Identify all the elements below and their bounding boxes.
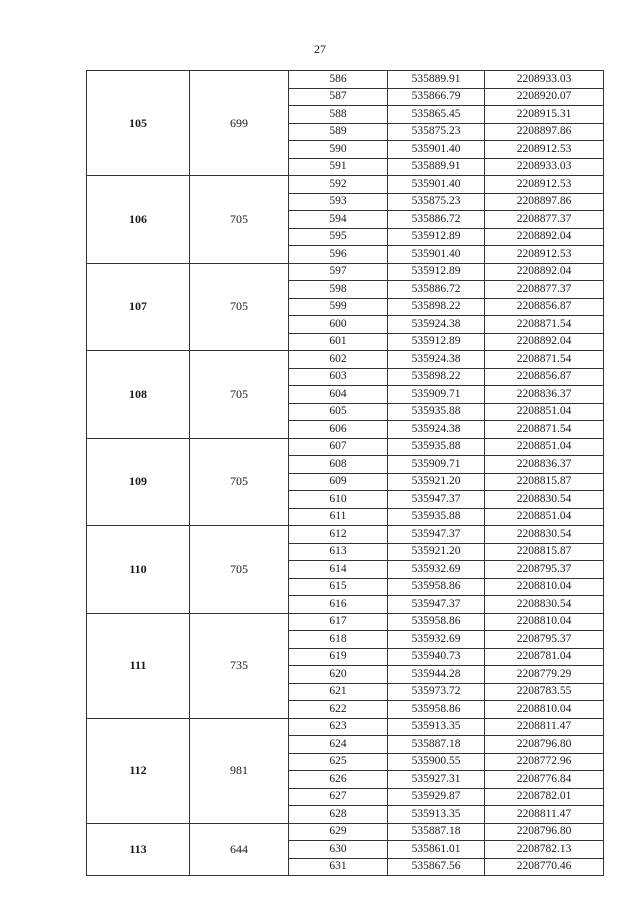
y-coordinate-cell: 2208851.04 bbox=[485, 403, 604, 421]
y-coordinate-cell: 2208892.04 bbox=[485, 333, 604, 351]
point-number-cell: 598 bbox=[289, 281, 388, 299]
point-number-cell: 591 bbox=[289, 158, 388, 176]
point-number-cell: 590 bbox=[289, 141, 388, 159]
y-coordinate-cell: 2208871.54 bbox=[485, 316, 604, 334]
x-coordinate-cell: 535887.18 bbox=[388, 823, 485, 841]
point-number-cell: 602 bbox=[289, 351, 388, 369]
point-number-cell: 587 bbox=[289, 88, 388, 106]
y-coordinate-cell: 2208795.37 bbox=[485, 561, 604, 579]
x-coordinate-cell: 535866.79 bbox=[388, 88, 485, 106]
x-coordinate-cell: 535924.38 bbox=[388, 316, 485, 334]
y-coordinate-cell: 2208783.55 bbox=[485, 683, 604, 701]
plot-area-cell: 705 bbox=[190, 526, 289, 614]
point-number-cell: 605 bbox=[289, 403, 388, 421]
y-coordinate-cell: 2208815.87 bbox=[485, 543, 604, 561]
point-number-cell: 607 bbox=[289, 438, 388, 456]
x-coordinate-cell: 535887.18 bbox=[388, 736, 485, 754]
x-coordinate-cell: 535875.23 bbox=[388, 123, 485, 141]
point-number-cell: 610 bbox=[289, 491, 388, 509]
plot-id-cell: 108 bbox=[87, 351, 190, 439]
x-coordinate-cell: 535901.40 bbox=[388, 246, 485, 264]
x-coordinate-cell: 535912.89 bbox=[388, 228, 485, 246]
x-coordinate-cell: 535861.01 bbox=[388, 841, 485, 859]
plot-area-cell: 981 bbox=[190, 718, 289, 823]
point-number-cell: 629 bbox=[289, 823, 388, 841]
point-number-cell: 611 bbox=[289, 508, 388, 526]
plot-area-cell: 699 bbox=[190, 71, 289, 176]
y-coordinate-cell: 2208782.01 bbox=[485, 788, 604, 806]
table-row bbox=[87, 718, 604, 736]
x-coordinate-cell: 535932.69 bbox=[388, 561, 485, 579]
x-coordinate-cell: 535901.40 bbox=[388, 141, 485, 159]
y-coordinate-cell: 2208915.31 bbox=[485, 106, 604, 124]
table-row bbox=[87, 263, 604, 281]
y-coordinate-cell: 2208776.84 bbox=[485, 771, 604, 789]
point-number-cell: 620 bbox=[289, 666, 388, 684]
plot-id-cell: 107 bbox=[87, 263, 190, 351]
point-number-cell: 623 bbox=[289, 718, 388, 736]
point-number-cell: 589 bbox=[289, 123, 388, 141]
x-coordinate-cell: 535958.86 bbox=[388, 578, 485, 596]
x-coordinate-cell: 535867.56 bbox=[388, 858, 485, 876]
point-number-cell: 595 bbox=[289, 228, 388, 246]
plot-area-cell: 705 bbox=[190, 263, 289, 351]
x-coordinate-cell: 535944.28 bbox=[388, 666, 485, 684]
y-coordinate-cell: 2208811.47 bbox=[485, 718, 604, 736]
point-number-cell: 612 bbox=[289, 526, 388, 544]
x-coordinate-cell: 535935.88 bbox=[388, 508, 485, 526]
plot-area-cell: 735 bbox=[190, 613, 289, 718]
y-coordinate-cell: 2208892.04 bbox=[485, 228, 604, 246]
table-row bbox=[87, 613, 604, 631]
table-row bbox=[87, 526, 604, 544]
point-number-cell: 601 bbox=[289, 333, 388, 351]
point-number-cell: 618 bbox=[289, 631, 388, 649]
point-number-cell: 596 bbox=[289, 246, 388, 264]
y-coordinate-cell: 2208795.37 bbox=[485, 631, 604, 649]
y-coordinate-cell: 2208830.54 bbox=[485, 491, 604, 509]
x-coordinate-cell: 535924.38 bbox=[388, 351, 485, 369]
x-coordinate-cell: 535912.89 bbox=[388, 263, 485, 281]
point-number-cell: 593 bbox=[289, 193, 388, 211]
point-number-cell: 624 bbox=[289, 736, 388, 754]
point-number-cell: 628 bbox=[289, 806, 388, 824]
point-number-cell: 616 bbox=[289, 596, 388, 614]
y-coordinate-cell: 2208871.54 bbox=[485, 351, 604, 369]
x-coordinate-cell: 535958.86 bbox=[388, 613, 485, 631]
x-coordinate-cell: 535947.37 bbox=[388, 596, 485, 614]
point-number-cell: 599 bbox=[289, 298, 388, 316]
table-row bbox=[87, 351, 604, 369]
y-coordinate-cell: 2208912.53 bbox=[485, 176, 604, 194]
point-number-cell: 609 bbox=[289, 473, 388, 491]
point-number-cell: 604 bbox=[289, 386, 388, 404]
x-coordinate-cell: 535921.20 bbox=[388, 473, 485, 491]
y-coordinate-cell: 2208920.07 bbox=[485, 88, 604, 106]
y-coordinate-cell: 2208810.04 bbox=[485, 613, 604, 631]
point-number-cell: 626 bbox=[289, 771, 388, 789]
plot-id-cell: 113 bbox=[87, 823, 190, 876]
x-coordinate-cell: 535909.71 bbox=[388, 456, 485, 474]
table-row bbox=[87, 823, 604, 841]
table-row bbox=[87, 176, 604, 194]
y-coordinate-cell: 2208897.86 bbox=[485, 193, 604, 211]
x-coordinate-cell: 535947.37 bbox=[388, 526, 485, 544]
plot-id-cell: 112 bbox=[87, 718, 190, 823]
y-coordinate-cell: 2208830.54 bbox=[485, 596, 604, 614]
y-coordinate-cell: 2208933.03 bbox=[485, 71, 604, 89]
page-number: 27 bbox=[314, 42, 326, 56]
y-coordinate-cell: 2208912.53 bbox=[485, 141, 604, 159]
point-number-cell: 586 bbox=[289, 71, 388, 89]
x-coordinate-cell: 535889.91 bbox=[388, 158, 485, 176]
plot-area-cell: 705 bbox=[190, 351, 289, 439]
point-number-cell: 608 bbox=[289, 456, 388, 474]
point-number-cell: 630 bbox=[289, 841, 388, 859]
point-number-cell: 594 bbox=[289, 211, 388, 229]
x-coordinate-cell: 535940.73 bbox=[388, 648, 485, 666]
y-coordinate-cell: 2208856.87 bbox=[485, 298, 604, 316]
plot-id-cell: 110 bbox=[87, 526, 190, 614]
x-coordinate-cell: 535921.20 bbox=[388, 543, 485, 561]
point-number-cell: 622 bbox=[289, 701, 388, 719]
y-coordinate-cell: 2208830.54 bbox=[485, 526, 604, 544]
point-number-cell: 615 bbox=[289, 578, 388, 596]
table-row bbox=[87, 438, 604, 456]
y-coordinate-cell: 2208836.37 bbox=[485, 456, 604, 474]
y-coordinate-cell: 2208815.87 bbox=[485, 473, 604, 491]
point-number-cell: 621 bbox=[289, 683, 388, 701]
x-coordinate-cell: 535913.35 bbox=[388, 718, 485, 736]
x-coordinate-cell: 535912.89 bbox=[388, 333, 485, 351]
x-coordinate-cell: 535898.22 bbox=[388, 368, 485, 386]
y-coordinate-cell: 2208796.80 bbox=[485, 736, 604, 754]
y-coordinate-cell: 2208871.54 bbox=[485, 421, 604, 439]
y-coordinate-cell: 2208933.03 bbox=[485, 158, 604, 176]
y-coordinate-cell: 2208796.80 bbox=[485, 823, 604, 841]
x-coordinate-cell: 535913.35 bbox=[388, 806, 485, 824]
y-coordinate-cell: 2208779.29 bbox=[485, 666, 604, 684]
y-coordinate-cell: 2208782.13 bbox=[485, 841, 604, 859]
y-coordinate-cell: 2208897.86 bbox=[485, 123, 604, 141]
point-number-cell: 588 bbox=[289, 106, 388, 124]
point-number-cell: 614 bbox=[289, 561, 388, 579]
point-number-cell: 603 bbox=[289, 368, 388, 386]
point-number-cell: 606 bbox=[289, 421, 388, 439]
x-coordinate-cell: 535886.72 bbox=[388, 281, 485, 299]
point-number-cell: 619 bbox=[289, 648, 388, 666]
y-coordinate-cell: 2208810.04 bbox=[485, 701, 604, 719]
y-coordinate-cell: 2208836.37 bbox=[485, 386, 604, 404]
point-number-cell: 600 bbox=[289, 316, 388, 334]
point-number-cell: 613 bbox=[289, 543, 388, 561]
y-coordinate-cell: 2208851.04 bbox=[485, 438, 604, 456]
x-coordinate-cell: 535889.91 bbox=[388, 71, 485, 89]
point-number-cell: 597 bbox=[289, 263, 388, 281]
plot-area-cell: 644 bbox=[190, 823, 289, 876]
y-coordinate-cell: 2208877.37 bbox=[485, 281, 604, 299]
y-coordinate-cell: 2208892.04 bbox=[485, 263, 604, 281]
x-coordinate-cell: 535935.88 bbox=[388, 403, 485, 421]
y-coordinate-cell: 2208811.47 bbox=[485, 806, 604, 824]
plot-id-cell: 106 bbox=[87, 176, 190, 264]
point-number-cell: 617 bbox=[289, 613, 388, 631]
point-number-cell: 592 bbox=[289, 176, 388, 194]
x-coordinate-cell: 535932.69 bbox=[388, 631, 485, 649]
point-number-cell: 627 bbox=[289, 788, 388, 806]
x-coordinate-cell: 535900.55 bbox=[388, 753, 485, 771]
x-coordinate-cell: 535898.22 bbox=[388, 298, 485, 316]
point-number-cell: 631 bbox=[289, 858, 388, 876]
y-coordinate-cell: 2208856.87 bbox=[485, 368, 604, 386]
x-coordinate-cell: 535927.31 bbox=[388, 771, 485, 789]
plot-area-cell: 705 bbox=[190, 176, 289, 264]
coordinates-table bbox=[86, 70, 604, 876]
y-coordinate-cell: 2208770.46 bbox=[485, 858, 604, 876]
x-coordinate-cell: 535973.72 bbox=[388, 683, 485, 701]
y-coordinate-cell: 2208810.04 bbox=[485, 578, 604, 596]
x-coordinate-cell: 535865.45 bbox=[388, 106, 485, 124]
x-coordinate-cell: 535935.88 bbox=[388, 438, 485, 456]
x-coordinate-cell: 535924.38 bbox=[388, 421, 485, 439]
x-coordinate-cell: 535886.72 bbox=[388, 211, 485, 229]
y-coordinate-cell: 2208912.53 bbox=[485, 246, 604, 264]
y-coordinate-cell: 2208851.04 bbox=[485, 508, 604, 526]
x-coordinate-cell: 535929.87 bbox=[388, 788, 485, 806]
x-coordinate-cell: 535875.23 bbox=[388, 193, 485, 211]
table-row bbox=[87, 71, 604, 89]
x-coordinate-cell: 535947.37 bbox=[388, 491, 485, 509]
y-coordinate-cell: 2208772.96 bbox=[485, 753, 604, 771]
plot-area-cell: 705 bbox=[190, 438, 289, 526]
y-coordinate-cell: 2208781.04 bbox=[485, 648, 604, 666]
x-coordinate-cell: 535958.86 bbox=[388, 701, 485, 719]
plot-id-cell: 109 bbox=[87, 438, 190, 526]
plot-id-cell: 111 bbox=[87, 613, 190, 718]
point-number-cell: 625 bbox=[289, 753, 388, 771]
x-coordinate-cell: 535909.71 bbox=[388, 386, 485, 404]
x-coordinate-cell: 535901.40 bbox=[388, 176, 485, 194]
coordinates-table-body bbox=[87, 71, 604, 876]
y-coordinate-cell: 2208877.37 bbox=[485, 211, 604, 229]
plot-id-cell: 105 bbox=[87, 71, 190, 176]
